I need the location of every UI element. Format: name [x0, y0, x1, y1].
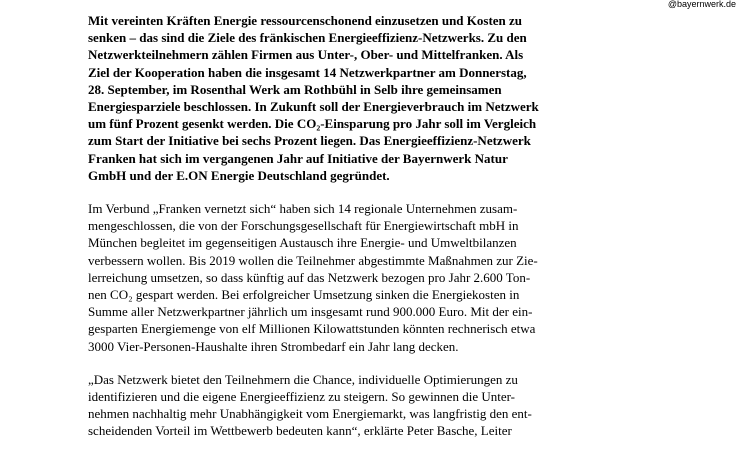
body-line: München begleitet im gegenseitigen Austausch ihre Energie- und Umweltbilanzen — [88, 235, 517, 251]
body-line: scheidenden Vorteil im Wettbewerb bedeuten kann“, erklärte Peter Basche, Leiter — [88, 423, 512, 439]
lead-line: GmbH und der E.ON Energie Deutschland gegründet. — [88, 167, 390, 183]
lead-paragraph — [88, 12, 628, 184]
lead-line: Mit vereinten Kräften Energie ressourcenschonend einzusetzen und Kosten zu — [88, 13, 523, 28]
body-line: Summe aller Netzwerkpartner jährlich um insgesamt rund 900.000 Euro. Mit der ein- — [88, 304, 533, 320]
article-body — [88, 12, 628, 456]
body-line: 3000 Vier-Personen-Haushalte ihren Strombedarf ein Jahr lang decken. — [88, 338, 459, 354]
lead-line: Energiesparziele beschlossen. In Zukunft soll der Energieverbrauch im Netzwerk — [88, 99, 539, 115]
body-line: verbessern wollen. Bis 2019 wollen die Teilnehmer abgestimmte Maßnahmen zur Zie- — [88, 252, 538, 268]
lead-line: Netzwerkteilnehmern zählen Firmen aus Unter-, Ober- und Mittelfranken. Als — [88, 47, 524, 63]
body-line: „Das Netzwerk bietet den Teilnehmern die Chance, individuelle Optimierungen zu — [88, 371, 518, 387]
body-line: gesparten Energiemenge von elf Millionen Kilowattstunden könnten rechnerisch etwa — [88, 321, 536, 337]
body-line: lerreichung umsetzen, so dass künftig auf das Netzwerk bezogen pro Jahr 2.600 Ton- — [88, 269, 531, 285]
header-url: @bayernwerk.de — [667, 0, 736, 9]
lead-line: Ziel der Kooperation haben die insgesamt 14 Netzwerkpartner am Donnerstag, — [88, 64, 527, 80]
body-paragraph-1 — [88, 200, 628, 355]
body-line: nen CO₂ gespart werden. Bei erfolgreicher Umsetzung sinken die Energiekosten in — [88, 287, 520, 303]
lead-line: Franken hat sich im vergangenen Jahr auf Initiative der Bayernwerk Natur — [88, 150, 508, 166]
lead-line: 28. September, im Rosenthal Werk am Rothbühl in Selb ihre gemeinsamen — [88, 81, 502, 97]
body-line: nehmen nachhaltig mehr Unabhängigkeit vom Energiemarkt, was langfristig den ent- — [88, 406, 532, 422]
lead-line: um fünf Prozent gesenkt werden. Die CO₂-Einsparung pro Jahr soll im Vergleich — [88, 116, 537, 132]
body-line: Im Verbund „Franken vernetzt sich“ haben sich 14 regionale Unternehmen zusam- — [88, 201, 518, 217]
lead-line: senken – das sind die Ziele des fränkischen Energieeffizienz-Netzwerks. Zu den — [88, 30, 527, 46]
body-line: identifizieren und die eigene Energieeffizienz zu steigern. So gewinnen die Unter- — [88, 389, 516, 405]
body-line: mengeschlossen, die von der Forschungsgesellschaft für Energiewirtschaft mbH in — [88, 218, 519, 234]
lead-line: zum Start der Initiative bei sechs Prozent liegen. Das Energieeffizienz-Netzwerk — [88, 133, 531, 149]
body-paragraph-2 — [88, 371, 628, 440]
